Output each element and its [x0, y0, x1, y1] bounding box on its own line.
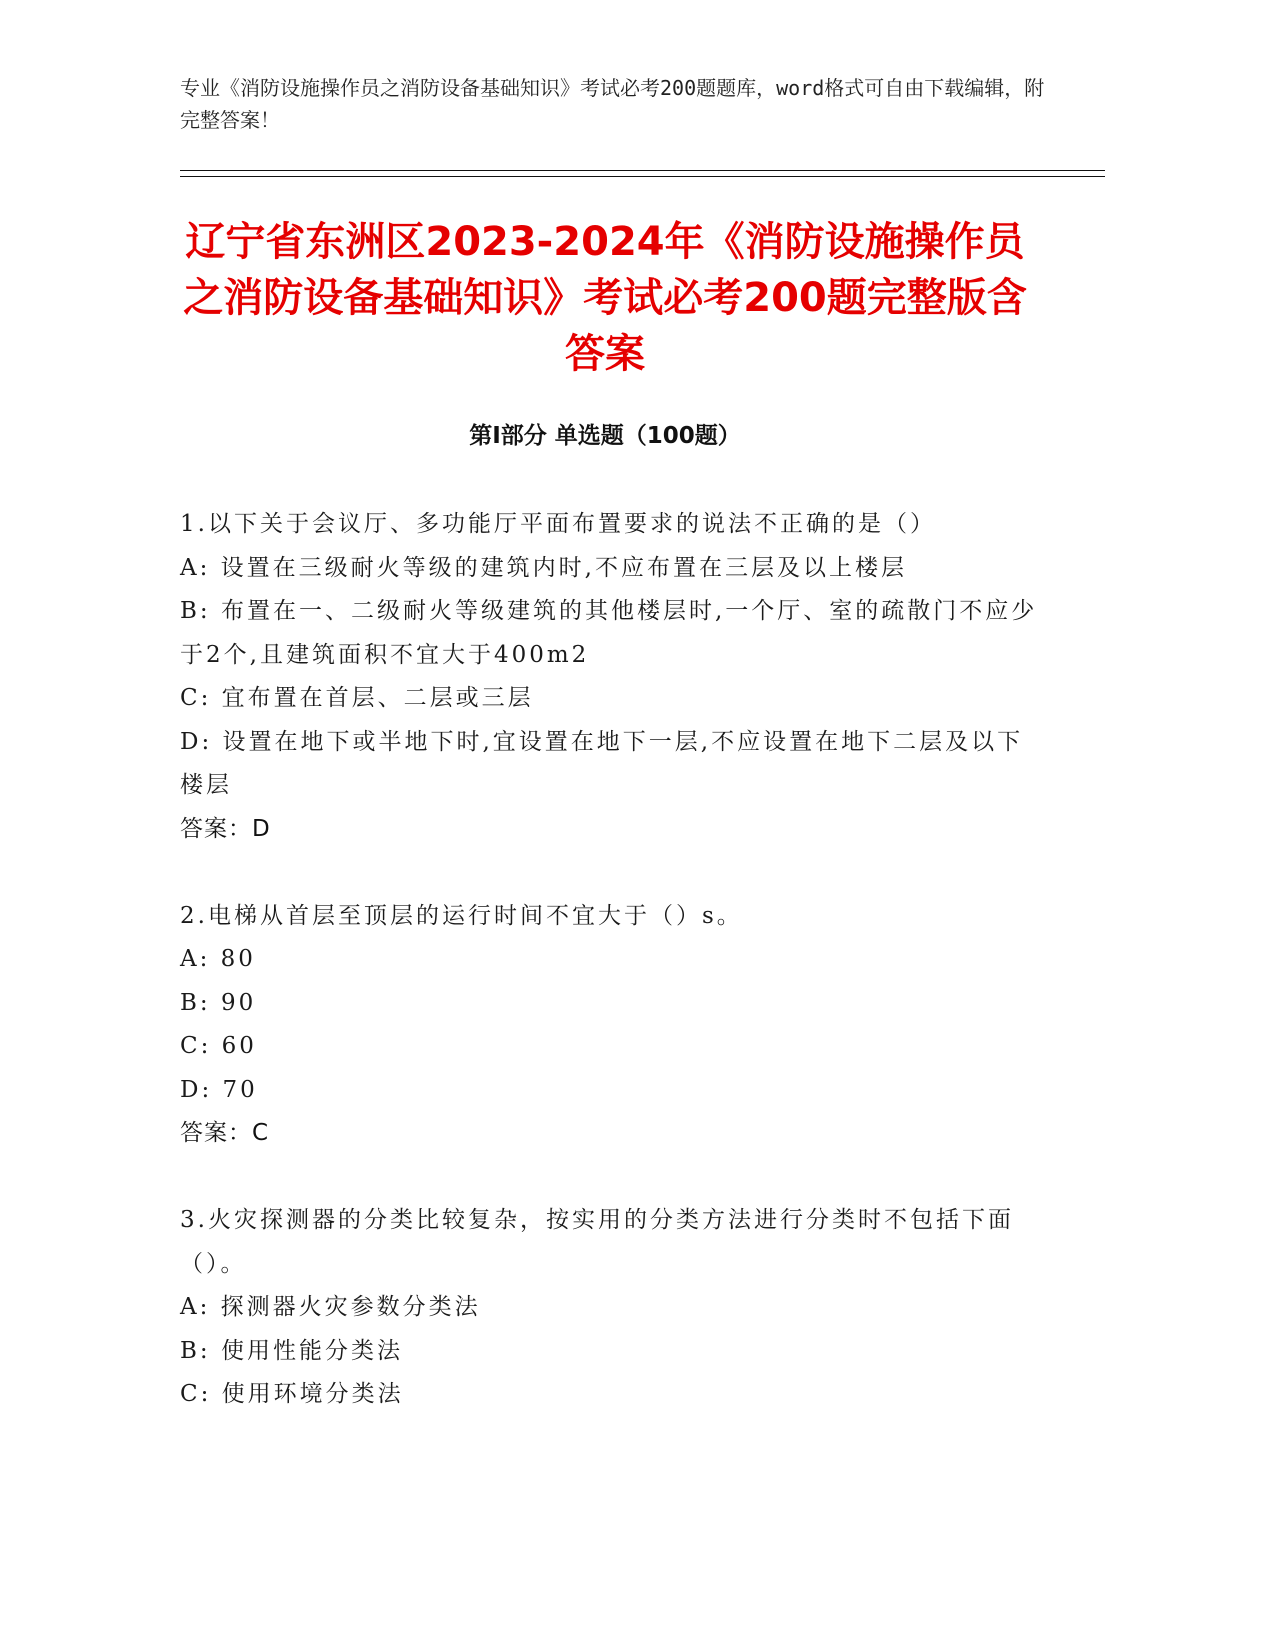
header-divider-top	[180, 170, 1105, 171]
answer: 答案：D	[180, 815, 271, 842]
question-stem: 2.电梯从首层至顶层的运行时间不宜大于（）s。	[180, 902, 743, 929]
header-note: 专业《消防设施操作员之消防设备基础知识》考试必考200题题库，word格式可自由下载编辑，附完整答案！	[180, 76, 1045, 132]
spacer	[180, 1156, 1040, 1200]
spacer	[180, 851, 1040, 895]
option-a: A: 探测器火灾参数分类法	[180, 1294, 481, 1320]
option-b: B: 使用性能分类法	[180, 1337, 403, 1364]
option-d: D: 设置在地下或半地下时,宜设置在地下一层,不应设置在地下二层及以下楼层	[180, 728, 1024, 798]
option-a: A: 设置在三级耐火等级的建筑内时,不应布置在三层及以上楼层	[180, 554, 907, 581]
answer: 答案：C	[180, 1120, 270, 1146]
option-a: A: 80	[180, 946, 256, 972]
option-b: B: 布置在一、二级耐火等级建筑的其他楼层时,一个厅、室的疏散门不应少于2个,且建筑面积不宜大于400m2	[180, 598, 1038, 668]
question-stem: 1.以下关于会议厅、多功能厅平面布置要求的说法不正确的是（）	[180, 511, 936, 537]
question-list	[180, 503, 1040, 1417]
header-divider-bottom	[180, 176, 1105, 177]
question-stem: 3.火灾探测器的分类比较复杂，按实用的分类方法进行分类时不包括下面（）。	[180, 1207, 1014, 1277]
option-d: D: 70	[180, 1076, 258, 1103]
option-b: B: 90	[180, 989, 257, 1016]
option-c: C: 宜布置在首层、二层或三层	[180, 685, 534, 711]
option-c: C: 60	[180, 1033, 257, 1059]
option-c: C: 使用环境分类法	[180, 1381, 404, 1407]
section-title: 第I部分 单选题（100题）	[469, 423, 741, 449]
document-title: 辽宁省东洲区2023-2024年《消防设施操作员之消防设备基础知识》考试必考200题完整版含答案	[183, 219, 1027, 377]
